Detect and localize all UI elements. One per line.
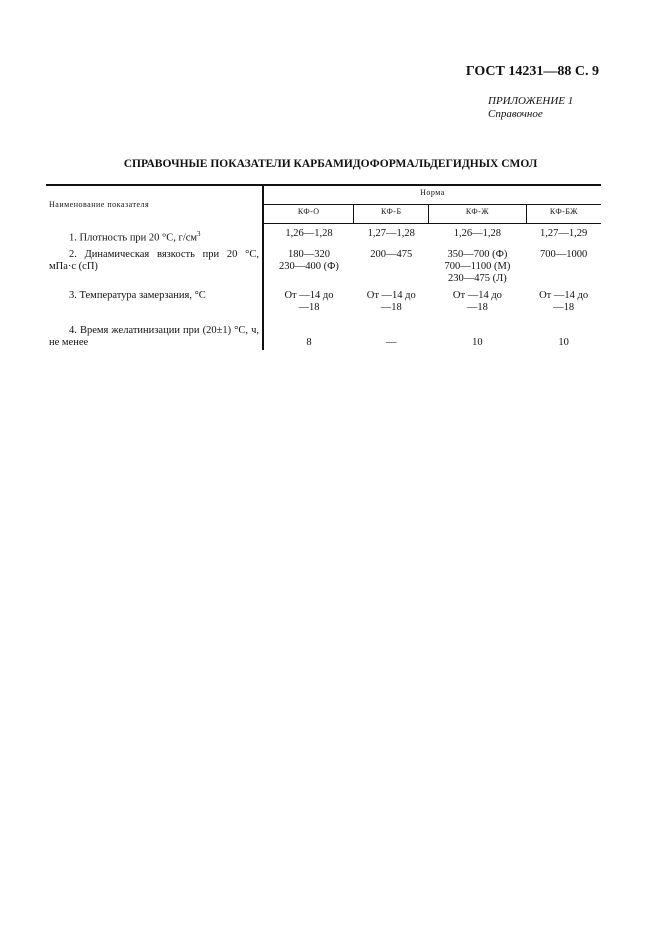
column-header-kf-o: КФ-О <box>263 205 354 224</box>
cell-value: 700—1000 <box>539 249 588 260</box>
table-row <box>46 286 601 315</box>
cell-value: 180—320 230—400 (Ф) <box>278 249 339 272</box>
cell-value: От —14 до —18 <box>539 290 589 313</box>
row-name-text: 1. Плотность при 20 °С, г/см <box>69 232 198 243</box>
table-title: СПРАВОЧНЫЕ ПОКАЗАТЕЛИ КАРБАМИДОФОРМАЛЬДЕГИДНЫХ СМОЛ <box>123 158 538 170</box>
cell-value: 1,27—1,29 <box>539 228 588 239</box>
cell-value: От —14 до —18 <box>366 290 416 313</box>
row-name-text: 3. Температура замерзания, °С <box>69 290 206 301</box>
row-name <box>46 245 263 286</box>
cell-value: 1,27—1,28 <box>367 228 415 239</box>
table-row <box>46 315 601 350</box>
appendix-number: ПРИЛОЖЕНИЕ 1 <box>488 95 574 107</box>
table-row <box>46 245 601 286</box>
row-name-text: 2. Динамическая вязкость при 20 °С, мПа·с (сП) <box>49 249 259 272</box>
column-header-kf-bzh: КФ-БЖ <box>526 205 601 224</box>
superscript: 3 <box>197 229 201 238</box>
row-name-text: 4. Время желатинизации при (20±1) °С, ч, не менее <box>49 325 259 348</box>
cell-value: 10 <box>558 337 569 348</box>
cell-value: От —14 до —18 <box>452 290 502 313</box>
cell-value: 1,26—1,28 <box>285 228 333 239</box>
appendix-type: Справочное <box>488 108 543 120</box>
cell-value: 1,26—1,28 <box>453 228 502 239</box>
cell-value: 200—475 <box>370 249 413 260</box>
column-header-name: Наименование показателя <box>46 185 263 224</box>
column-header-kf-b: КФ-Б <box>354 205 429 224</box>
document-reference: ГОСТ 14231—88 С. 9 <box>465 64 599 79</box>
table-row <box>46 224 601 246</box>
cell-value: 10 <box>472 337 483 348</box>
row-name <box>46 224 263 246</box>
appendix-label <box>488 95 573 121</box>
row-name <box>46 315 263 350</box>
properties-table <box>46 184 601 350</box>
column-header-kf-zh: КФ-Ж <box>429 205 527 224</box>
cell-value: 8 <box>306 337 312 348</box>
cell-value: От —14 до —18 <box>284 290 334 313</box>
cell-value: — <box>386 337 397 348</box>
row-name <box>46 286 263 315</box>
column-header-norm: Норма <box>263 185 601 205</box>
cell-value: 350—700 (Ф) 700—1100 (М) 230—475 (Л) <box>444 249 511 284</box>
